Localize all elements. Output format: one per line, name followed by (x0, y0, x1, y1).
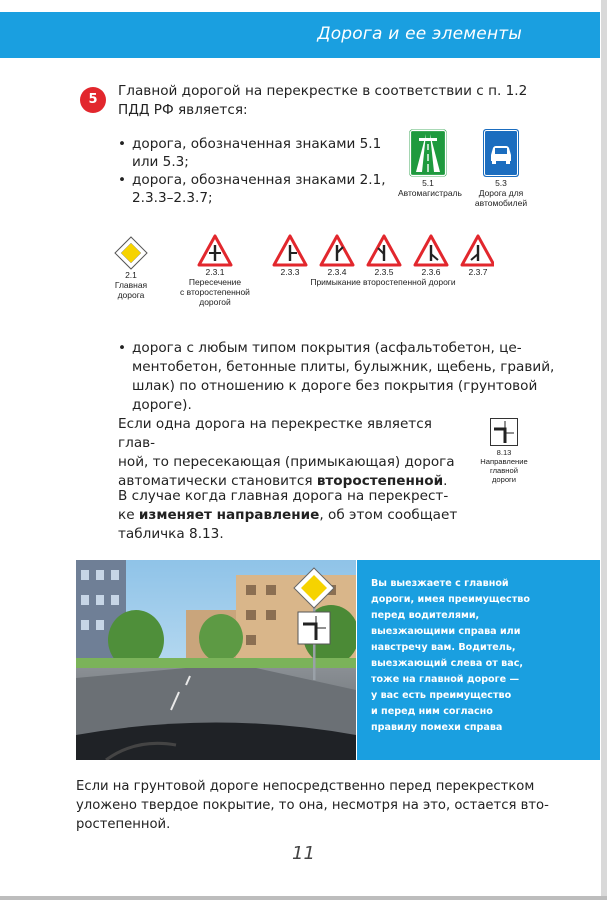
sign-code: 2.3.5 (374, 267, 394, 277)
text-line: выезжающими справа или (371, 626, 521, 637)
sign-code: 2.3.3 (280, 267, 300, 277)
sign-group-codes (272, 267, 494, 277)
sign-2-1-block (105, 236, 157, 300)
street-scene-image (76, 560, 356, 760)
text-line: автоматически становится второстепенной. (118, 473, 448, 489)
text-line: В случае когда главная дорога на перекрест- (118, 488, 449, 504)
text-line: табличка 8.13. (118, 526, 224, 542)
sign-code: 2.3.4 (327, 267, 347, 277)
sign-group-label: Примыкание второстепенной дороги (310, 277, 456, 287)
sign-8-13-block (470, 418, 538, 484)
question-text: Главной дорогой на перекрестке в соответствии с п. 1.2 ПДД РФ является: (118, 83, 528, 118)
bullet-list (118, 135, 398, 207)
text-line: шлак) по отношению к дороге без покрытия (грунтовой (132, 378, 538, 394)
text-line: Если одна дорога на перекрестке является глав- (118, 416, 432, 451)
sign-label: с второстепенной (180, 287, 250, 297)
sign-code: 2.3.6 (421, 267, 441, 277)
page-edge-right (601, 0, 607, 900)
sign-5-3-block (470, 128, 532, 208)
section-header (0, 12, 600, 58)
callout-text (371, 576, 546, 736)
text-line: Вы выезжаете с главной (371, 578, 509, 589)
text-line: дороге). (132, 397, 192, 413)
bullet-item-3: • дорога с любым типом покрытия (асфальтобетон, це- ментобетон, бетонные плиты, булыжник, щебень, гравий, шлак) по отношению к дороге без покрытия (грунтовой дороге). (118, 339, 558, 415)
page-edge-bottom (0, 896, 607, 900)
sign-code: 5.3 (495, 178, 507, 188)
sign-code: 2.3.7 (468, 267, 488, 277)
paragraph-secondary-road (118, 415, 458, 491)
text-line: перед водителями, (371, 610, 480, 621)
intersection-illustration (76, 560, 356, 760)
emphasis: изменяет направление (138, 507, 320, 523)
section-title: Дорога и ее элементы (317, 24, 522, 44)
info-callout (357, 560, 600, 760)
question-number-badge: 5 (80, 87, 106, 113)
sign-2-3-1-block (168, 234, 262, 307)
text-line: навстречу вам. Водитель, (371, 642, 516, 653)
sign-code: 2.3.1 (205, 267, 225, 277)
sign-label: Автомагистраль (398, 188, 462, 198)
paragraph-direction-change (118, 487, 468, 544)
text-line: тоже на главной дороге — (371, 674, 520, 685)
text-line: ментобетон, бетонные плиты, булыжник, щебень, гравий, (132, 359, 555, 375)
sign-code: 5.1 (422, 178, 434, 188)
text-line: у вас есть преимущество (371, 690, 512, 701)
adjoining-road-signs-icon (272, 234, 494, 267)
sign-label: главной (490, 466, 518, 475)
text-line: и перед ним согласно (371, 706, 493, 717)
sign-label: дороги (491, 475, 517, 484)
sign-5-1-block (398, 128, 462, 198)
sign-code: 2.1 (125, 270, 137, 280)
text-line: уложено твердое покрытие, то она, несмотря на это, остается вто- (76, 798, 549, 813)
text-line: ке изменяет направление, об этом сообщает (118, 507, 458, 523)
text-line: выезжающий слева от вас, (371, 658, 524, 669)
sign-label: Направление (480, 457, 528, 466)
sign-label: Пересечение (188, 277, 242, 287)
bullet-item: • дорога, обозначенная знаками 2.1, 2.3.3–2.3.7; (118, 171, 398, 207)
text-line: ростепенной. (76, 817, 171, 832)
text-line: дорога с любым типом покрытия (асфальтобетон, це- (132, 340, 522, 356)
bullet-item: • дорога, обозначенная знаками 5.1 или 5.3; (118, 135, 398, 171)
main-road-direction-plate-icon (490, 418, 518, 446)
text-line: ной, то пересекающая (примыкающая) дорога (118, 454, 455, 470)
sign-label: дорогой (199, 297, 231, 307)
paragraph-dirt-road (76, 777, 576, 834)
text-line: Если на грунтовой дороге непосредственно перед перекрестком (76, 779, 535, 794)
page-number: 11 (292, 843, 315, 864)
sign-label: дорога (117, 290, 145, 300)
car-road-sign-icon (482, 128, 520, 178)
crossroad-sign-icon (197, 234, 233, 267)
motorway-sign-icon (408, 128, 448, 178)
sign-label: Дорога для автомобилей (474, 188, 528, 208)
sign-label: Главная (114, 280, 148, 290)
sign-group-adjoining (272, 234, 494, 298)
text-line: правилу помехи справа (371, 722, 503, 733)
sign-code: 8.13 (496, 448, 512, 457)
main-road-sign-icon (114, 236, 148, 270)
text-line: дороги, имея преимущество (371, 594, 530, 605)
emphasis: второстепенной (316, 473, 444, 489)
